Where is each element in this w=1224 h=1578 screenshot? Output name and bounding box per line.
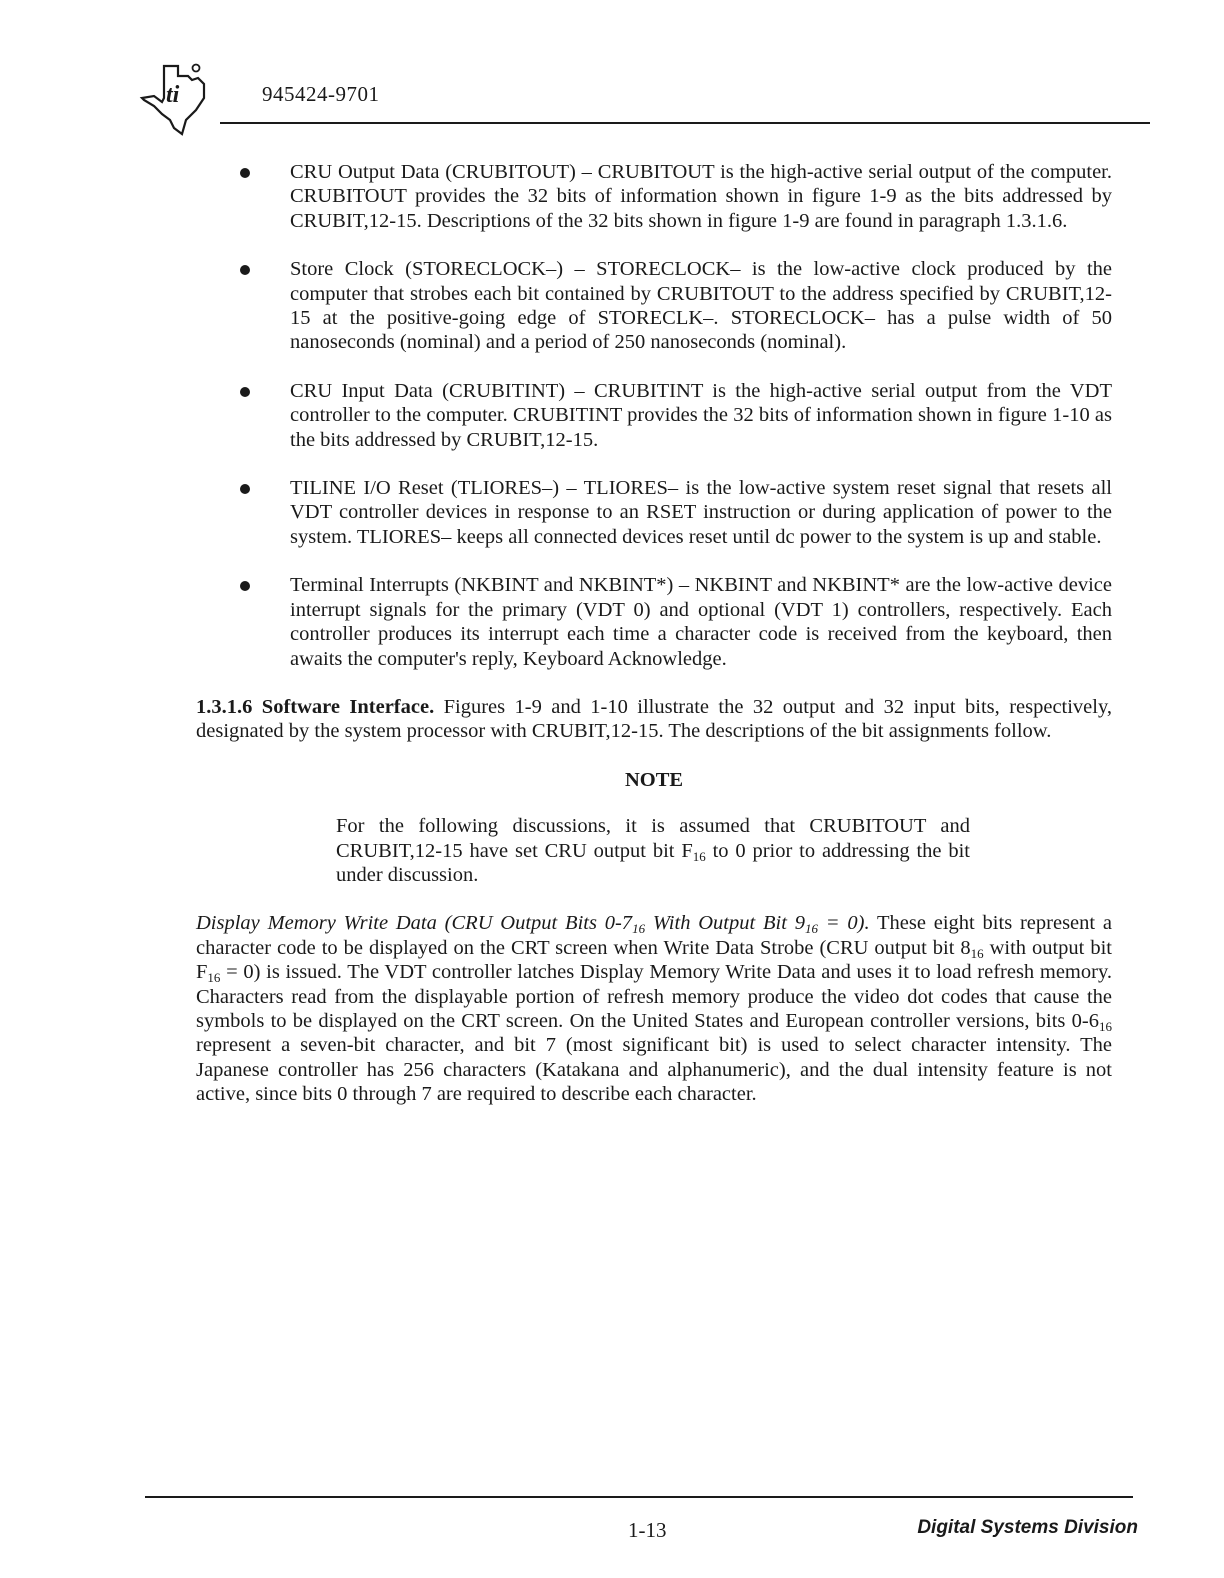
list-item-text: Store Clock (STORECLOCK–) – STORECLOCK– is the low-active clock produced by the computer that strobes each bit contained by CRUBITOUT to the address specified by CRUBIT,12-15 at the positive-going edge of STORECLK–. STORECLOCK– has a pulse width of 50 nanoseconds (nominal) and a period of 250 nanoseconds (nominal).: [290, 258, 1112, 354]
ti-texas-logo-icon: [138, 58, 218, 138]
heading-part-a: Display Memory Write Data (CRU Output Bits 0-7: [196, 912, 633, 935]
display-memory-heading: [196, 912, 870, 937]
heading-part-c: = 0).: [817, 912, 870, 935]
section-body: Figures 1-9 and 1-10 illustrate the 32 output and 32 input bits, respectively, designated by the system processor with CRUBIT,12-15. The descriptions of the bit assignments follow.: [196, 695, 1113, 743]
document-number: 945424-9701: [262, 82, 380, 106]
display-memory-paragraph: [196, 911, 1112, 1106]
bullet-icon: [240, 168, 250, 178]
bullet-icon: [240, 581, 250, 591]
header-rule: [220, 122, 1150, 124]
body-part-b: with output bit F: [196, 936, 1112, 984]
bullet-icon: [240, 387, 250, 397]
body-subscript-c: 16: [1099, 1018, 1112, 1034]
note-subscript: 16: [692, 848, 706, 864]
list-item: [196, 573, 1112, 671]
note-text-part1: For the following discussions, it is assumed that CRUBITOUT and CRUBIT,12-15 have set CRU output bit F: [336, 815, 970, 862]
heading-part-b: With Output Bit 9: [645, 912, 805, 935]
list-item: [196, 476, 1112, 549]
note-body: [336, 814, 970, 887]
list-item-text: CRU Input Data (CRUBITINT) – CRUBITINT is the high-active serial output from the VDT controller to the computer. CRUBITINT provides the 32 bits of information shown in figure 1-10 as the bits addressed by CRUBIT,12-15.: [290, 379, 1112, 451]
bullet-icon: [240, 484, 250, 494]
heading-subscript-a: 16: [632, 921, 646, 937]
body-part-c: = 0) is issued. The VDT controller latches Display Memory Write Data and uses it to load refresh memory. Characters read from the displayable portion of refresh memory produce the video dot codes that cause the symbols to be displayed on the CRT screen. On the United States and European controller versions, bits 0-6: [196, 961, 1112, 1032]
body-subscript-b: 16: [207, 970, 221, 986]
body-part-a: These eight bits represent a character code to be displayed on the CRT screen when Write Data Strobe (CRU output bit 8: [196, 912, 1112, 959]
section-heading: Software Interface.: [261, 695, 435, 718]
list-item-text: TILINE I/O Reset (TLIORES–) – TLIORES– is the low-active system reset signal that resets all VDT controller devices in response to an RSET instruction or during application of power to the system. TLIORES– keeps all connected devices reset until dc power to the system is up and stable.: [290, 477, 1112, 548]
page-content: [196, 160, 1112, 1131]
list-item-text: Terminal Interrupts (NKBINT and NKBINT*) – NKBINT and NKBINT* are the low-active device interrupt signals for the primary (VDT 0) and optional (VDT 1) controllers, respectively. Each controller produces its interrupt each time a character code is received from the keyboard, then awaits the computer's reply, Keyboard Acknowledge.: [290, 574, 1112, 670]
footer-rule: [145, 1496, 1133, 1498]
note-title: NOTE: [624, 768, 684, 791]
svg-text:ti: ti: [166, 82, 180, 108]
list-item: [196, 379, 1112, 452]
division-name: Digital Systems Division: [917, 1517, 1138, 1538]
section-paragraph: [196, 695, 1112, 744]
page-number: 1-13: [628, 1518, 667, 1542]
list-item: [196, 160, 1112, 233]
signal-list: [196, 160, 1112, 671]
body-subscript-a: 16: [970, 945, 984, 961]
bullet-icon: [240, 265, 250, 275]
list-item: [196, 257, 1112, 355]
note-text-part2: to 0 prior to addressing the bit under discussion.: [336, 839, 970, 886]
list-item-text: CRU Output Data (CRUBITOUT) – CRUBITOUT is the high-active serial output of the computer. CRUBITOUT provides the 32 bits of information shown in figure 1-9 as the bits addressed by CRUBIT,12-15. Descriptions of the 32 bits shown in figure 1-9 are found in paragraph 1.3.1.6.: [290, 161, 1112, 232]
body-part-d: represent a seven-bit character, and bit 7 (most significant bit) is used to select character intensity. The Japanese controller has 256 characters (Katakana and alphanumeric), and the dual intensity feature is not active, since bits 0 through 7 are required to describe each character.: [196, 1034, 1112, 1106]
heading-subscript-b: 16: [804, 921, 818, 937]
section-number: 1.3.1.6: [196, 695, 253, 718]
